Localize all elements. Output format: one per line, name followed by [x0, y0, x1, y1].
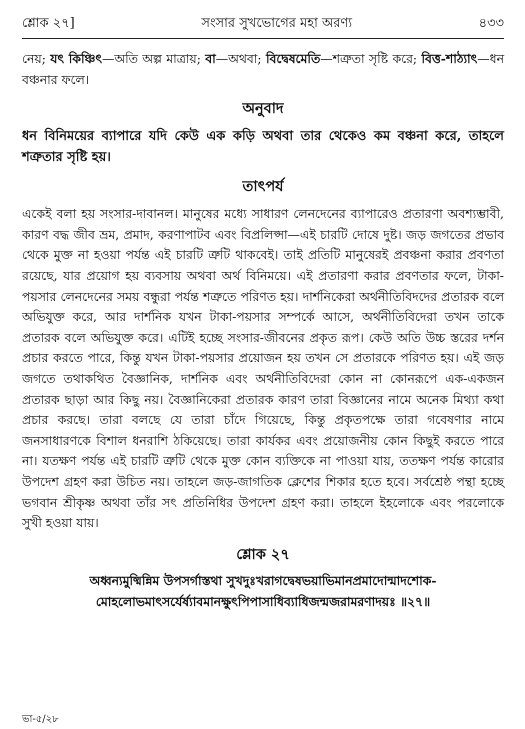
translation-heading: অনুবাদ: [242, 100, 284, 118]
document-page: [22, 14, 504, 612]
synonym-word: যৎ কিঞ্চিৎ: [50, 51, 102, 66]
purport-text: [22, 204, 504, 534]
synonym-text: নেয়;: [22, 51, 51, 66]
chapter-title: সংসার সুখভোগের মহা অরণ্য: [201, 16, 353, 31]
synonym-meaning: —ধন বঞ্চনার ফলে।: [22, 51, 505, 87]
synonyms-paragraph: [22, 49, 504, 90]
synonym-word: বিত্ত-শাঠ্যাৎ: [421, 51, 478, 66]
purport-paragraph: একেই বলা হয় সংসার-দাবানল। মানুষের মধ্যে সাধারণ লেনদেনের ব্যাপারেও প্রতারণা অবশ্যম্ভাবী, কারণ বদ্ধ জীব ভ্রম, প্রমাদ, করণাপাটব এবং বিপ্রলিপ্সা—এই চারটি দোষে দুষ্ট। জড় জগতের প্রভাব থেকে মুক্ত না হওয়া পর্যন্ত এই চারটি ত্রুটি থাকবেই। তাই প্রতিটি মানুষেরই প্রবঞ্চনা করার প্রবণতা রয়েছে, যার প্রয়োগ হয় ব্যবসায় অথবা অর্থ বিনিময়ে। এই প্রতারণা করার প্রবণতার ফলে, টাকা-পয়সার লেনদেনের সময় বন্ধুরা পর্যন্ত শত্রুতে পরিণত হয়। দার্শনিকেরা অর্থনীতিবিদদের প্রতারক বলে অভিযুক্ত করে, আর দার্শনিক যখন টাকা-পয়সার সম্পর্কে আসে, অর্থনীতিবিদেরা তখন তাকে প্রতারক বলে অভিযুক্ত করে। এটিই হচ্ছে সংসার-জীবনের প্রকৃত রূপ। কেউ অতি উচ্চ স্তরের দর্শন প্রচার করতে পারে, কিন্তু যখন টাকা-পয়সার প্রয়োজন হয় তখন সে প্রতারকে পরিণত হয়। এই জড় জগতে তথাকথিত বৈজ্ঞানিক, দার্শনিক এবং অর্থনীতিবিদেরা কোন না কোনরূপে এক-একজন প্রতারক ছাড়া আর কিছু নয়। বৈজ্ঞানিকেরা প্রতারক কারণ তারা বিজ্ঞানের নামে অনেক মিথ্যা কথা প্রচার করছে। তারা বলছে যে তারা চাঁদে গিয়েছে, কিন্তু প্রকৃতপক্ষে তারা গবেষণার নামে জনসাধারণকে বিশাল ধনরাশি ঠকিয়েছে। তারা কার্যকর এবং প্রয়োজনীয় কোন কিছুই করতে পারে না। যতক্ষণ পর্যন্ত এই চারটি ত্রুটি থেকে মুক্ত কোন ব্যক্তিকে না পাওয়া যায়, ততক্ষণ পর্যন্ত কারোর উপদেশ গ্রহণ করা উচিত নয়। তাহলে জড়-জাগতিক ক্লেশের শিকার হতে হবে। সর্বশ্রেষ্ঠ পন্থা হচ্ছে ভগবান শ্রীকৃষ্ণ অথবা তাঁর সৎ প্রতিনিধির উপদেশ গ্রহণ করা। তাহলে ইহলোকে এবং পরলোকে সুখী হওয়া যায়।: [22, 206, 504, 531]
synonym-word: বিদ্বেষমেতি: [265, 51, 321, 66]
header-rule: [22, 38, 504, 39]
purport-heading: তাৎপর্য: [242, 178, 284, 196]
page-header: [22, 14, 504, 36]
synonym-meaning: —অথবা;: [215, 51, 266, 66]
verse-heading: শ্লোক ২৭: [236, 545, 290, 563]
page-footer-signature: ভা-৫/২৮: [22, 714, 59, 725]
verse-reference: শ্লোক ২৭]: [22, 16, 75, 31]
translation-text: ধন বিনিময়ের ব্যাপারে যদি কেউ এক কড়ি অথবা তার থেকেও কম বঞ্চনা করে, তাহলে শত্রুতার সৃষ্টি হয়।: [22, 129, 504, 166]
synonym-meaning: —অতি অল্প মাত্রায়;: [101, 51, 206, 66]
verse-line-1: অধ্বন্যমুষ্মিন্নিম উপসর্গাস্তথা সুখদুঃখরাগদ্বেষভয়াভিমানপ্রমাদোন্মাদশোক-: [89, 572, 437, 588]
synonym-word: বা: [205, 51, 216, 66]
page-number: ৪৩৩: [478, 16, 504, 31]
synonym-meaning: —শত্রুতা সৃষ্টি করে;: [320, 51, 422, 66]
verse-line-2: মোহলোভমাৎসর্যের্ষ্যাবমানক্ষুৎপিপাসাধিব্যাধিজন্মজরামরণাদয়ঃ ॥২৭॥: [95, 593, 431, 609]
verse-text: [22, 570, 504, 612]
